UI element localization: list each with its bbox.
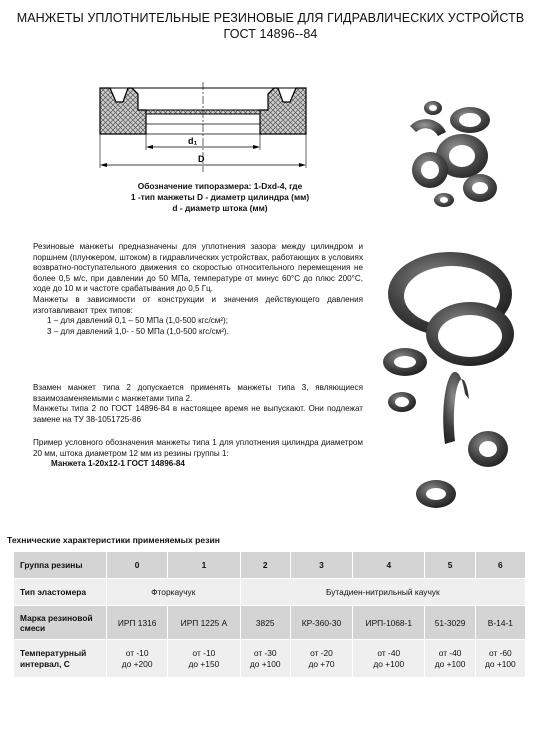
- table-row: Группа резины 0 1 2 3 4 5 6: [14, 552, 526, 579]
- table-row: Температурный интервал, С от -10 до +200 от -10 до +150 от -30 до +100 от -20 до +70 от -40 до +100 от -40 до +100 от -60 до +100: [14, 640, 526, 678]
- table-caption: Технические характеристики применяемых резин: [7, 535, 220, 545]
- example-designation: Манжета 1-20х12-1 ГОСТ 14896-84: [51, 459, 185, 469]
- dimension-D-label: D: [198, 154, 205, 164]
- title-line-2: ГОСТ 14896--84: [223, 27, 318, 41]
- rubber-specs-table: [13, 551, 526, 678]
- page-title: [10, 10, 531, 42]
- type-3-item: 3 – для давлений 1,0- - 50 МПа (1,0-500 кгс/см²).: [47, 326, 229, 336]
- title-line-1: МАНЖЕТЫ УПЛОТНИТЕЛЬНЫЕ РЕЗИНОВЫЕ ДЛЯ ГИДРАВЛИЧЕСКИХ УСТРОЙСТВ: [16, 11, 525, 25]
- replacement-block: [33, 383, 363, 425]
- product-photo-top: [380, 88, 520, 218]
- right-profile: [260, 88, 306, 134]
- example-paragraph: Пример условного обозначения манжеты типа 1 для уплотнения цилиндра диаметром 20 мм, штока диаметром 12 мм из резины группы 1:: [33, 438, 363, 458]
- table-row: Марка резиновой смеси ИРП 1316 ИРП 1225 А 3825 КР-360-30 ИРП-1068-1 51-3029 В-14-1: [14, 606, 526, 640]
- example-block: [33, 438, 363, 470]
- type-2-note: Манжеты типа 2 по ГОСТ 14896-84 в настоящее время не выпускают. Они подлежат замене на ТУ 38-1051725-86: [33, 404, 363, 424]
- cuff-cross-section-drawing: [88, 80, 318, 175]
- dimension-d1-label: d₁: [188, 136, 198, 146]
- product-photo-middle: [370, 244, 530, 514]
- table-row: Тип эластомера Фторкаучук Бутадиен-нитрильный каучук: [14, 579, 526, 606]
- types-intro: Манжеты в зависимости от конструкции и значения действующего давления изготавливают трех типов:: [33, 294, 363, 315]
- size-designation-note: Обозначение типоразмера: 1-Dxd-4, где 1 -тип манжеты D - диаметр цилиндра (мм) d - диаметр штока (мм): [130, 181, 310, 213]
- replacement-paragraph: Взамен манжет типа 2 допускается применять манжеты типа 3, являющиеся взаимозаменяемыми с манжетами типа 2.: [33, 383, 363, 403]
- description-paragraph: Резиновые манжеты предназначены для уплотнения зазора между цилиндром и поршнем (плунжером, штоком) в гидравлических устройствах, работающих в условиях возвратно-поступательного движения со скоростью относительного перемещения не более 0,5 м/с, при давлении до 50 МПа, температуре от минус 60°С до плюс 200°С, ходе до 10 м и частоте срабатывания до 0,5 Гц.: [33, 242, 363, 294]
- description-block: [33, 242, 363, 337]
- left-profile: [100, 88, 146, 134]
- type-1-item: 1 – для давлений 0,1 – 50 МПа (1,0-500 кгс/см²);: [47, 316, 228, 326]
